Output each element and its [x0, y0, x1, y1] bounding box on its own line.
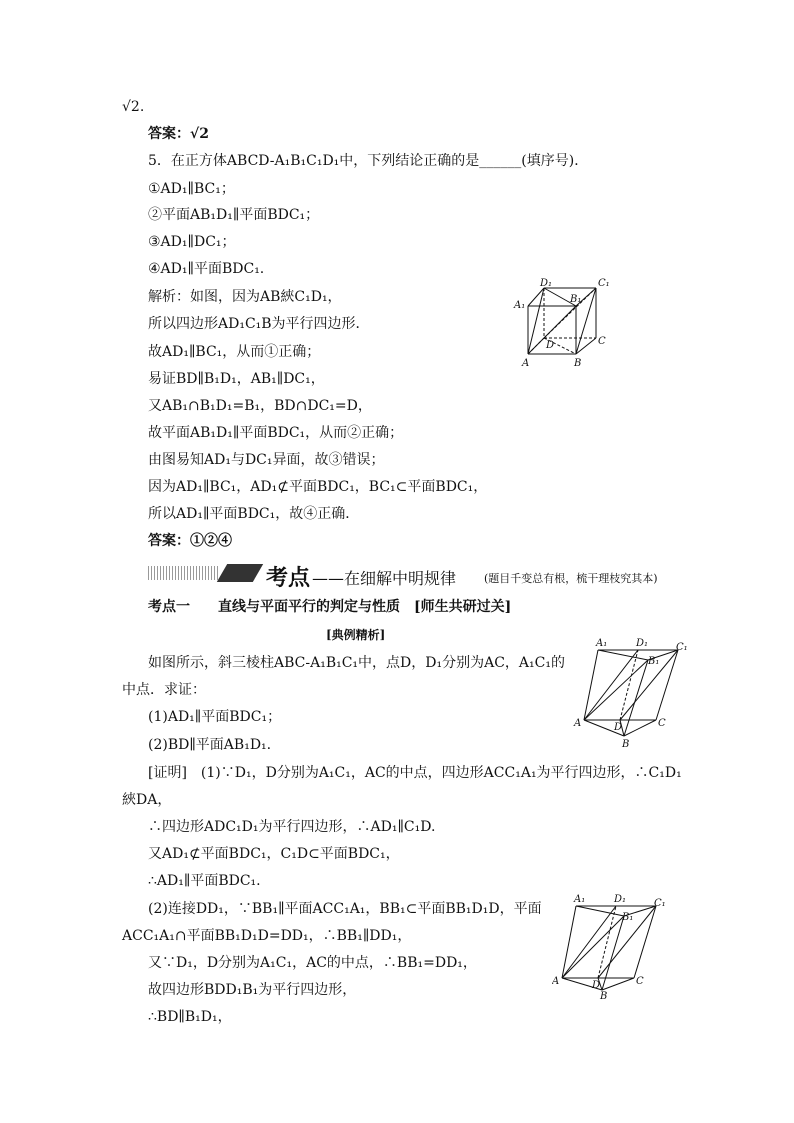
kd1-proof-6: (2)连接DD₁，∵BB₁∥平面ACC₁A₁，BB₁⊂平面BB₁D₁D，平面: [148, 901, 542, 917]
prism2-label-b1: B₁: [622, 912, 634, 923]
q5-solution-4: 易证BD∥B₁D₁，AB₁∥DC₁，: [148, 371, 325, 387]
q5-option-3: ③AD₁∥DC₁；: [148, 234, 236, 250]
kd1-proof-7: ACC₁A₁∩平面BB₁D₁D=DD₁，∴BB₁∥DD₁，: [122, 928, 412, 944]
section-slash: [217, 564, 263, 582]
q5-option-2: ②平面AB₁D₁∥平面BDC₁；: [148, 207, 320, 223]
prism1-label-a1: A₁: [596, 638, 608, 649]
cube-label-b1: B₁: [570, 294, 582, 305]
answer-prev: 答案：√2: [148, 126, 209, 142]
kd1-proof-8: 又∵D₁，D分别为A₁C₁，AC的中点，∴BB₁=DD₁，: [148, 955, 477, 971]
q5-solution-7: 由图易知AD₁与DC₁异面，故③错误；: [148, 452, 385, 468]
kd1-proof-1: [证明] (1)∵D₁，D分别为A₁C₁，AC的中点，四边形ACC₁A₁为平行四边形，∴C₁D₁: [148, 765, 682, 781]
q5-solution-3: 故AD₁∥BC₁，从而①正确；: [148, 344, 321, 360]
cube-figure: [512, 276, 616, 368]
prism1-label-c1: C₁: [676, 642, 688, 653]
kd1-part-2: (2)BD∥平面AB₁D₁.: [148, 737, 272, 753]
q5-solution-9: 所以AD₁∥平面BDC₁，故④正确．: [148, 506, 360, 522]
cube-label-b: B: [574, 358, 582, 368]
kd1-heading: 考点一 直线与平面平行的判定与性质 [师生共研过关]: [148, 599, 512, 615]
kd1-problem-2: 中点．求证：: [122, 682, 206, 698]
cube-label-d: D: [546, 340, 555, 351]
q5-solution-1: 解析：如图，因为AB綊C₁D₁，: [148, 289, 342, 305]
prism1-label-d: D: [614, 722, 623, 733]
prism2-label-a: A: [552, 976, 560, 987]
cube-label-d1: D₁: [540, 278, 553, 289]
section-rule: [148, 566, 220, 580]
q5-solution-8: 因为AD₁∥BC₁，AD₁⊄平面BDC₁，BC₁⊂平面BDC₁，: [148, 479, 488, 495]
q5-answer: 答案：①②④: [148, 533, 232, 549]
prism1-label-b: B: [622, 739, 630, 750]
q5-option-4: ④AD₁∥平面BDC₁.: [148, 261, 265, 277]
prism2-label-c: C: [636, 976, 644, 987]
kd1-proof-4: 又AD₁⊄平面BDC₁，C₁D⊂平面BDC₁，: [148, 846, 400, 862]
kd1-proof-10: ∴BD∥B₁D₁，: [148, 1009, 232, 1025]
q5-option-1: ①AD₁∥BC₁；: [148, 181, 235, 197]
q5-stem: 5．在正方体ABCD-A₁B₁C₁D₁中，下列结论正确的是______(填序号)．: [148, 153, 589, 169]
prism1-label-c: C: [658, 718, 666, 729]
sqrt-line: √2.: [122, 99, 145, 115]
prism-figure-1: [572, 636, 696, 750]
prism-figure-2: [552, 892, 676, 1000]
prism2-label-d: D: [592, 980, 601, 991]
prism2-label-d1: D₁: [614, 894, 627, 905]
section-title: 考点: [266, 566, 311, 591]
q5-solution-6: 故平面AB₁D₁∥平面BDC₁，从而②正确；: [148, 425, 404, 441]
q5-solution-2: 所以四边形AD₁C₁B为平行四边形．: [148, 316, 370, 332]
kd1-proof-9: 故四边形BDD₁B₁为平行四边形，: [148, 982, 357, 998]
section-note: (题目千变总有根，梳干理枝究其本): [484, 572, 658, 585]
prism2-label-a1: A₁: [574, 894, 586, 905]
kd1-problem-1: 如图所示，斜三棱柱ABC-A₁B₁C₁中，点D，D₁分别为AC，A₁C₁的: [148, 655, 565, 671]
cube-label-a1: A₁: [514, 300, 526, 311]
section-subtitle: ——在细解中明规律: [312, 569, 457, 588]
kd1-sub-heading: [典例精析]: [326, 628, 386, 642]
prism1-label-b1: B₁: [648, 656, 660, 667]
kd1-part-1: (1)AD₁∥平面BDC₁；: [148, 709, 282, 725]
kd1-proof-5: ∴AD₁∥平面BDC₁.: [148, 873, 261, 889]
prism2-label-c1: C₁: [654, 898, 666, 909]
prism1-label-d1: D₁: [636, 638, 649, 649]
kd1-proof-2: 綊DA，: [122, 792, 172, 808]
kd1-proof-3: ∴四边形ADC₁D₁为平行四边形，∴AD₁∥C₁D.: [148, 819, 436, 835]
cube-label-a: A: [522, 358, 530, 368]
cube-label-c: C: [598, 336, 606, 347]
cube-label-c1: C₁: [598, 278, 610, 289]
prism1-label-a: A: [574, 718, 582, 729]
q5-solution-5: 又AB₁∩B₁D₁=B₁，BD∩DC₁=D，: [148, 398, 372, 414]
prism2-label-b: B: [600, 991, 608, 1000]
